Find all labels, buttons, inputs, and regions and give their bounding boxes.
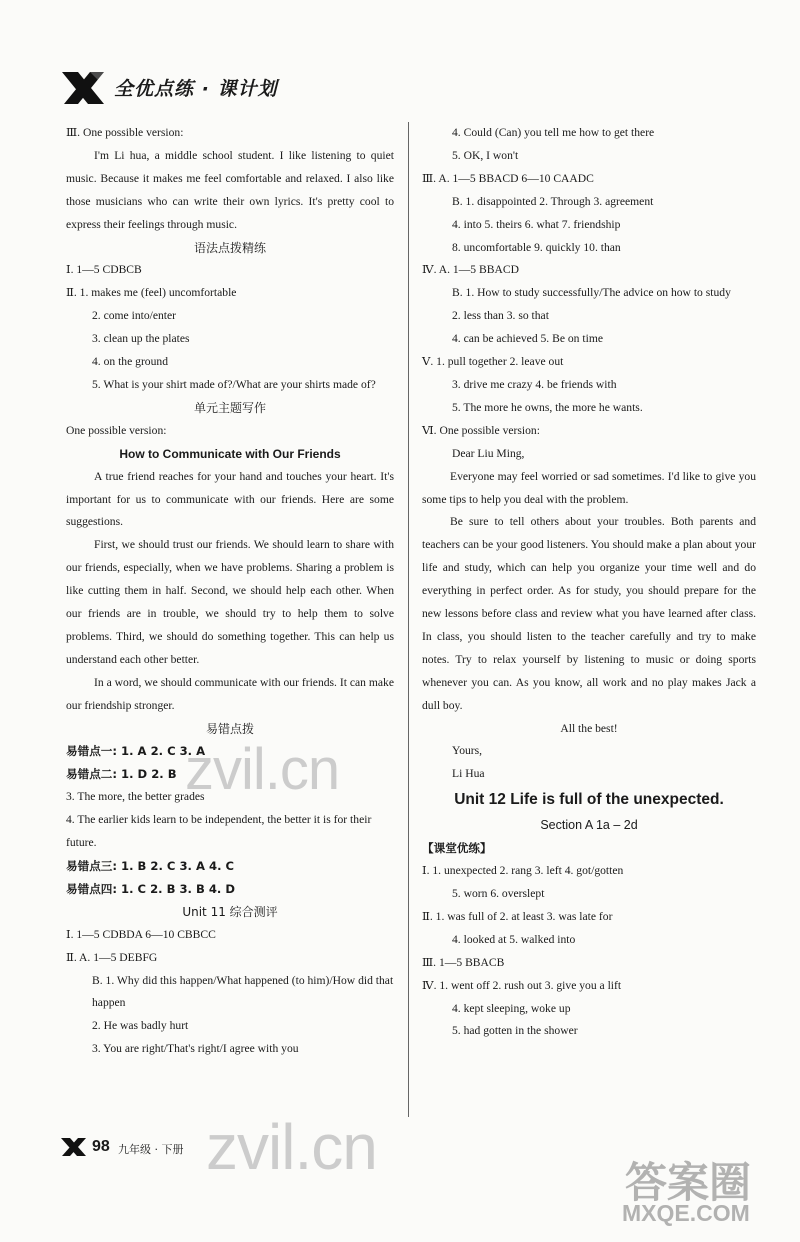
left-line: 2. He was badly hurt bbox=[92, 1019, 189, 1033]
right-column bbox=[422, 122, 756, 1043]
left-line: Unit 11 综合测评 bbox=[182, 904, 278, 919]
right-line: All the best! bbox=[560, 721, 618, 735]
left-line: 4. on the ground bbox=[92, 355, 168, 369]
left-line: Ⅲ. One possible version: bbox=[66, 126, 184, 139]
left-line: Ⅱ. A. 1—5 DEBFG bbox=[66, 950, 158, 964]
right-line: Dear Liu Ming, bbox=[452, 446, 525, 460]
watermark-url: MXQE.COM bbox=[622, 1200, 750, 1226]
left-line: 易错点三: 1. B 2. C 3. A 4. C bbox=[66, 859, 235, 873]
left-line: In a word, we should communicate with our friends. It can make our friendship stronger. bbox=[66, 675, 394, 712]
left-line: How to Communicate with Our Friends bbox=[119, 446, 341, 461]
left-line: I'm Li hua, a middle school student. I like listening to quiet music. Because it makes me feel comfortable and relaxed. I also like those musicians who can write their own lyrics. It's pretty cool to express their feelings through music. bbox=[66, 148, 394, 231]
right-line: 5. worn 6. overslept bbox=[452, 887, 545, 900]
right-line: B. 1. disappointed 2. Through 3. agreement bbox=[452, 194, 654, 208]
right-line: Ⅵ. One possible version: bbox=[422, 423, 540, 437]
left-line: 5. What is your shirt made of?/What are your shirts made of? bbox=[92, 377, 376, 391]
right-line: 【课堂优练】 bbox=[422, 841, 492, 856]
left-column bbox=[66, 122, 394, 1061]
header-title: 全优点练 · 课计划 bbox=[114, 78, 278, 100]
right-line: Unit 12 Life is full of the unexpected. bbox=[454, 791, 724, 809]
right-line: Yours, bbox=[452, 744, 483, 758]
right-line: Ⅱ. 1. was full of 2. at least 3. was late for bbox=[422, 909, 613, 923]
right-line: Everyone may feel worried or sad sometimes. I'd like to give you some tips to help you deal with the problem. bbox=[422, 469, 756, 506]
right-line: 4. looked at 5. walked into bbox=[452, 932, 576, 946]
right-line: 4. Could (Can) you tell me how to get there bbox=[452, 126, 655, 139]
left-line: 4. The earlier kids learn to be independent, the better it is for their future. bbox=[66, 813, 372, 850]
right-line: Ⅰ. 1. unexpected 2. rang 3. left 4. got/gotten bbox=[422, 864, 624, 878]
right-line: 4. can be achieved 5. Be on time bbox=[452, 332, 603, 346]
page-header bbox=[60, 68, 760, 108]
left-line: First, we should trust our friends. We should learn to share with our friends, especially, when we have problems. Sharing a problem is like cutting them in half. Second, we should help each other. When our friends are in trouble, we should try to help them to solve problems. Third, we should do something together. This can help us understand each other better. bbox=[66, 538, 394, 666]
left-line: 语法点拨精练 bbox=[193, 240, 266, 255]
footer-logo-icon bbox=[60, 1136, 88, 1158]
watermark: zvil.cn bbox=[206, 1111, 377, 1183]
left-line: 2. come into/enter bbox=[92, 309, 177, 323]
column-divider bbox=[408, 122, 409, 1117]
right-line: Ⅳ. A. 1—5 BBACD bbox=[422, 263, 519, 277]
watermark: zvil.cn bbox=[185, 737, 340, 802]
left-line: One possible version: bbox=[66, 423, 167, 437]
watermark-logo: 答案圈 bbox=[625, 1159, 752, 1206]
right-line: 8. uncomfortable 9. quickly 10. than bbox=[452, 240, 621, 254]
grade-label: 九年级 · 下册 bbox=[118, 1143, 184, 1156]
right-line: Ⅳ. 1. went off 2. rush out 3. give you a lift bbox=[422, 978, 622, 992]
right-line: 5. had gotten in the shower bbox=[452, 1024, 578, 1038]
left-line: 3. The more, the better grades bbox=[66, 790, 205, 804]
left-line: Ⅱ. 1. makes me (feel) uncomfortable bbox=[66, 286, 237, 300]
left-line: 3. You are right/That's right/I agree with you bbox=[92, 1042, 299, 1056]
right-line: 3. drive me crazy 4. be friends with bbox=[452, 377, 617, 391]
logo-x-icon bbox=[60, 68, 108, 108]
left-line: Ⅰ. 1—5 CDBDA 6—10 CBBCC bbox=[66, 927, 216, 941]
right-line: 5. OK, I won't bbox=[452, 148, 519, 162]
page-number: 98 bbox=[92, 1138, 110, 1155]
left-line: 易错点二: 1. D 2. B bbox=[66, 767, 177, 782]
left-line: 3. clean up the plates bbox=[92, 332, 190, 346]
right-line: Ⅲ. 1—5 BBACB bbox=[422, 955, 505, 969]
right-line: 4. into 5. theirs 6. what 7. friendship bbox=[452, 217, 621, 231]
left-line: 单元主题写作 bbox=[193, 400, 266, 415]
right-line: B. 1. How to study successfully/The advice on how to study bbox=[452, 286, 731, 300]
right-line: Section A 1a – 2d bbox=[540, 818, 638, 833]
left-line: Ⅰ. 1—5 CDBCB bbox=[66, 263, 142, 277]
left-line: 易错点四: 1. C 2. B 3. B 4. D bbox=[66, 881, 235, 896]
left-line: 易错点拨 bbox=[205, 721, 254, 736]
right-line: Li Hua bbox=[452, 767, 485, 781]
left-line: A true friend reaches for your hand and touches your heart. It's important for us to communicate with our friends. Here are some suggestions. bbox=[66, 469, 394, 529]
right-line: Ⅲ. A. 1—5 BBACD 6—10 CAADC bbox=[422, 171, 594, 185]
left-line: B. 1. Why did this happen/What happened (to him)/How did that happen bbox=[92, 973, 394, 1010]
right-line: 4. kept sleeping, woke up bbox=[452, 1001, 571, 1015]
right-line: Be sure to tell others about your troubles. Both parents and teachers can be your good listeners. You should make a plan about your life and study, which can help you organize your time well and do everything in perfect order. As for study, you should prepare for the new lessons before class and review what you have learned after class. In class, you should listen to the teacher carefully and try to make notes. Try to relax yourself by listening to music or doing sports whenever you can. As you know, all work and no play makes Jack a dull boy. bbox=[422, 515, 756, 712]
left-line: 易错点一: 1. A 2. C 3. A bbox=[66, 744, 206, 759]
right-line: 2. less than 3. so that bbox=[452, 309, 549, 323]
right-line: Ⅴ. 1. pull together 2. leave out bbox=[422, 355, 564, 369]
right-line: 5. The more he owns, the more he wants. bbox=[452, 400, 643, 414]
